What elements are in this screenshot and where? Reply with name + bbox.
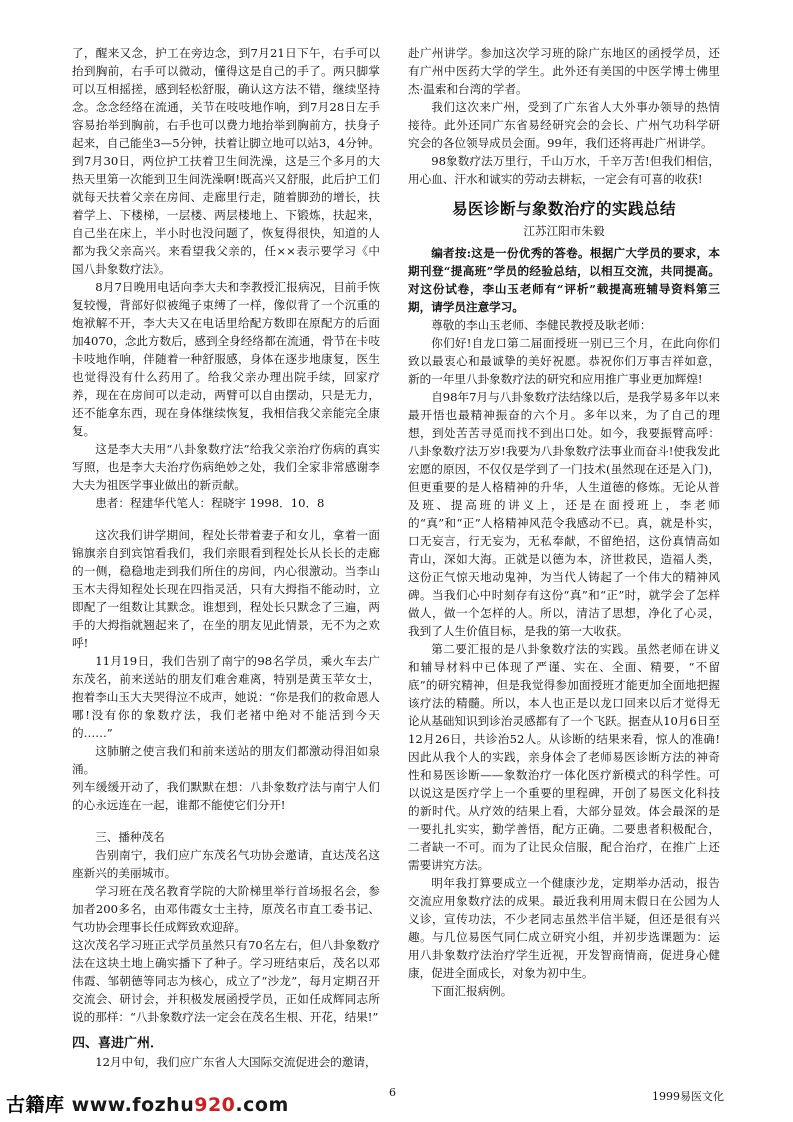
publication-name: 1999易医文化 — [652, 1090, 724, 1103]
body-paragraph: 学习班在茂名教育学院的大阶梯里举行首场报名会，参加者200多名，由邓伟霞女士主持，原茂名市直工委书记、气功协会理事长任成辉致欢迎辞。 — [72, 884, 380, 934]
article-author: 江苏江阳市朱毅 — [523, 224, 605, 238]
body-paragraph: 98象数疗法万里行，千山万水，千辛万苦!但我们相信，用心血、汗水和诚实的劳动去耕耘，一定会有可喜的收获! — [408, 154, 720, 186]
section-heading: 三、播种茂名 — [95, 830, 165, 844]
body-paragraph: 了，醒来又念，护工在旁边念，到7月21日下午，右手可以抬到胸前，右手可以微动，懂得这是自己的手了。两只脚掌可以互相摇搓，感到轻松舒服，确认这方法不错，继续坚持念。念念经络在流通，关节在吱吱地作响，到7月28日左手容易抬举到胸前，右手也可以费力地抬举到胸前方，扶身子起来，自己能坐3—5分钟，扶着让脚立地可以站3，4分钟。到7月30日，两位护工扶着卫生间洗澡，这是三个多月的大热天里第一次能到卫生间洗澡啊!既高兴又舒服，此后护工们就每天扶着父亲在房间、走廊里行走，随着脚劲的增长，扶着学上、下楼梯，一层楼、两层楼地上、下锻炼，扶起来，自己坐在床上，半小时也没问题了，恢复得很快，知道的人都为我父亲高兴。来看望我父亲的，任××表示要学习《中国八卦象数疗法》。 — [72, 46, 380, 276]
body-paragraph: 列车缓缓开动了，我们默默在想：八卦象数疗法与南宁人们的心永远连在一起，谁都不能使它们分开! — [72, 780, 380, 812]
body-paragraph: 告别南宁，我们应广东茂名气功协会邀请，直达茂名这座新兴的美丽城市。 — [72, 848, 380, 880]
body-paragraph: 11月19日，我们告别了南宁的98名学员，乘火车去广东茂名，前来送站的朋友们难舍难离，特别是黄玉苹女士，抱着李山玉大夫哭得泣不成声，她说：“你是我们的救命恩人哪!没有你的象数疗法，我们老褚中绝对不能活到今天的……” — [72, 654, 380, 740]
body-paragraph: 你们好!自龙口第二届面授班一别已三个月，在此向你们致以最衷心和最诚挚的美好祝愿。恭祝你们万事吉祥如意，新的一年里八卦象数疗法的研究和应用推广事业更加辉煌! — [408, 336, 720, 386]
body-paragraph: 下面汇报病例。 — [431, 984, 513, 998]
body-paragraph: 赴广州讲学。参加这次学习班的除广东地区的函授学员，还有广州中医药大学的学生。此外还有美国的中医学博士佛里杰·温索和台湾的学者。 — [408, 46, 720, 96]
right-column — [408, 44, 720, 1000]
body-paragraph: 这肺腑之使言我们和前来送站的朋友们都激动得泪如泉涌。 — [72, 744, 380, 776]
body-paragraph: 这次茂名学习班正式学员虽然只有70名左右，但八卦象数疗法在这块土地上确实播下了种子。学习班结束后，茂名以邓伟霞、邹朝德等同志为核心，成立了“沙龙”，每月定期召开交流会、研讨会，并积极发展函授学员，正如任成辉同志所说的那样：“八卦象数疗法一定会在茂名生根、开花，结果!” — [72, 938, 380, 1024]
body-paragraph: 8月7日晚用电话向李大夫和李教授汇报病况，目前手恢复较慢，背部好似被绳子束缚了一样，像似背了一个沉重的炮袱解不开，李大夫又在电话里给配方数即在原配方的后面加4070，念此方数后，感到全身经络都在流通，骨节在卡吱卡吱地作响，伴随着一种舒服感，身体在逐步地康复，医生也觉得没有什么药用了。给我父亲办理出院手续，回家疗养，现在在房间可以走动，两臂可以自由摆动，只是无力，还不能拿东西，现在身体继续恢复，我相信我父亲能完全康复。 — [72, 280, 380, 438]
body-paragraph: 这次我们讲学期间，程处长带着妻子和女儿，拿着一面锦旗亲自到宾馆看我们，我们亲眼看到程处长从长长的走廊的一侧，稳稳地走到我们所住的房间，内心很激动。当李山玉木夫得知程处长现在四指灵活，只有大拇指不能动时，立即配了一组数让其默念。谁想到，程处长只默念了三遍，两手的大拇指就翘起来了，在坐的朋友见此情景，无不为之欢呼! — [72, 528, 380, 650]
body-paragraph: 这是李大夫用“八卦象数疗法”给我父亲治疗伤病的真实写照，也是李大夫治疗伤病绝妙之处，我们全家非常感谢李大夫为祖医学事业做出的新贡献。 — [72, 442, 380, 492]
body-paragraph: 12月中旬，我们应广东省人大国际交流促进会的邀请， — [95, 1055, 377, 1069]
watermark-url-number: 920 — [194, 1094, 236, 1116]
watermark-site-name: 古籍库 — [6, 1094, 65, 1116]
body-paragraph: 明年我打算要成立一个健康沙龙，定期举办活动，报告交流应用象数疗法的成果。最近我利用周末假日在公园为人义诊，宣传功法，不少老同志虽然半信半疑，但还是很有兴趣。与几位易医气同仁成立研究小组，并初步选课题为：运用八卦象数疗法治疗学生近视，开发智商情商，促进身心健康，促进全面成长，对象为初中生。 — [408, 876, 720, 980]
body-paragraph: 自98年7月与八卦象数疗法结缘以后，是我学易多年以来最开悟也最精神振奋的六个月。多年以来，为了自己的理想，到处苦苦寻觅而找不到出口处。如今，我要振臂高呼：八卦象数疗法万岁!我要为八卦象数疗法事业而奋斗!使我发此宏愿的原因，不仅仅是学到了一门技术(虽然现在还是入门)，但更重要的是人格精神的升华，人生道德的修炼。无论从普及班、提高班的讲义上，还是在面授班上，李老师的“真”和“正”人格精神风范令我感动不已。真，就是朴实，口无妄言，行无妄为，无私奉献，不留绝招，这份真情高如青山，深如大海。正就是以德为本，济世救民，造福人类，这份正气惊天地动鬼神，为当代人铸起了一个伟大的精神风碑。当我们心中时刻存有这份“真”和“正”时，就学会了怎样做人，做一个怎样的人。所以，清洁了思想，净化了心灵，我到了人生价值目标，是我的第一大收获。 — [408, 390, 720, 638]
watermark — [6, 1090, 289, 1117]
signature-line: 患者：程建华代笔人：程晓宇 1998．10．8 — [95, 496, 325, 510]
body-paragraph: 我们这次来广州，受到了广东省人大外事办领导的热情接待。此外还同广东省易经研究会的会长、广州气功科学研究会的各位领导成员会面。99年，我们还将再赴广州讲学。 — [408, 100, 720, 150]
watermark-url-prefix: www.fozhu — [71, 1094, 195, 1116]
article-title: 易医诊断与象数治疗的实践总结 — [451, 200, 676, 218]
editor-note: 编者按:这是一份优秀的答卷。根据广大学员的要求，本期刊登“提高班”学员的经验总结，以相互交流，共同提高。对这份试卷，李山玉老师有“评析”载提高班辅导资料第三期，请学员注意学习。 — [408, 246, 720, 314]
left-column — [72, 44, 380, 1071]
page-number: 6 — [389, 1086, 396, 1099]
section-heading: 四、喜进广州． — [72, 1036, 164, 1051]
salutation: 尊敬的李山玉老师、李健民教授及耿老师： — [431, 318, 652, 332]
watermark-url-suffix: .com — [235, 1094, 289, 1116]
body-paragraph: 第二要汇报的是八卦象数疗法的实践。虽然老师在讲义和辅导材料中已体现了严谨、实在、全面、精要，“不留底”的研究精神，但是我觉得参加面授班才能更加全面地把握该疗法的精髓。所以，本人也正是以龙口回来以后才觉得无论从基础知识到诊治灵感都有了一个飞跃。据查从10月6日至12月26日，共诊治52人。从诊断的结果来看，惊人的准确!因此从我个人的实践，亲身体会了老师易医诊断方法的神奇性和易医诊断——象数治疗一体化医疗新模式的科学性。可以说这是医疗学上一个重要的里程碑，开创了易医文化科技的新时代。从疗效的结果上看，大部分显效。体会最深的是一要扎扎实实，勤学善悟，配方正确。二要患者积极配合，二者缺一不可。而为了让民众信服，配合治疗，在推广上还需要讲究方法。 — [408, 642, 720, 872]
